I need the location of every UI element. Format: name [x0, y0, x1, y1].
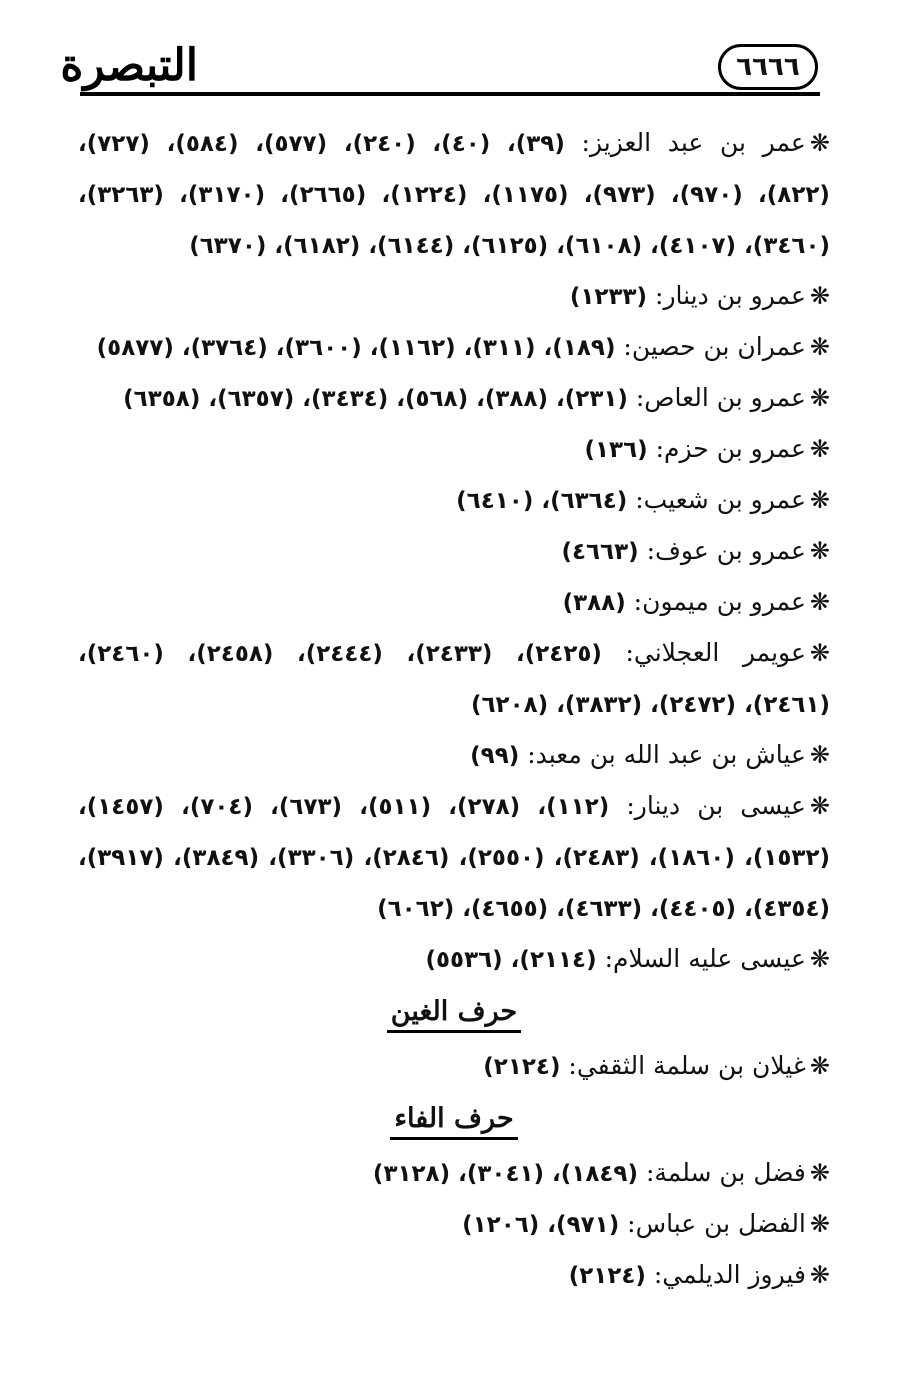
entry-name: عويمر العجلاني:: [625, 638, 806, 667]
star-icon: ❋: [809, 486, 830, 514]
entry-references: (١٣٦): [584, 437, 648, 463]
entry-references: (٢٣١)، (٣٨٨)، (٥٦٨)، (٣٤٣٤)، (٦٣٥٧)، (٦٣٥٨): [123, 386, 628, 412]
entry-references: (١١٢)، (٢٧٨)، (٥١١)، (٦٧٣)، (٧٠٤)، (١٤٥٧)، (١٥٣٢)، (١٨٦٠)، (٢٤٨٣)، (٢٥٥٠)، (٢٨٤٦)، (٣٣٠٦)، (٣٨٤٩)، (٣٩١٧)، (٤٣٥٤)، (٤٤٠٥)، (٤٦٣٣)، (٤٦٥٥)، (٦٠٦٢): [78, 794, 831, 922]
entry-references: (٣٩)، (٤٠)، (٢٤٠)، (٥٧٧)، (٥٨٤)، (٧٢٧)، (٨٢٢)، (٩٧٠)، (٩٧٣)، (١١٧٥)، (١٢٢٤)، (٢٦٦٥)، (٣١٧٠)، (٣٢٦٣)، (٣٤٦٠)، (٤١٠٧)، (٦١٠٨)، (٦١٢٥)، (٦١٤٤)، (٦١٨٢)، (٦٣٧٠): [78, 131, 830, 259]
star-icon: ❋: [809, 639, 830, 667]
entry-name: عيسى عليه السلام:: [604, 944, 806, 973]
index-entry: [78, 1250, 830, 1301]
book-title-logo: التبصرة: [60, 40, 198, 91]
section-heading-text: حرف الغين: [387, 994, 521, 1033]
star-icon: ❋: [809, 1159, 830, 1187]
index-entry: [78, 730, 830, 781]
entry-name: فضل بن سلمة:: [645, 1158, 806, 1187]
entry-references: (٢٤٢٥)، (٢٤٣٣)، (٢٤٤٤)، (٢٤٥٨)، (٢٤٦٠)، (٢٤٦١)، (٢٤٧٢)، (٣٨٣٢)، (٦٢٠٨): [78, 641, 830, 718]
star-icon: ❋: [809, 588, 830, 616]
index-entry: [78, 577, 830, 628]
star-icon: ❋: [809, 384, 830, 412]
entry-name: غيلان بن سلمة الثقفي:: [568, 1051, 806, 1080]
index-entry: [78, 934, 830, 985]
entry-name: الفضل بن عباس:: [627, 1209, 806, 1238]
entry-references: (٩٧١)، (١٢٠٦): [462, 1212, 620, 1238]
index-entry: [78, 1199, 830, 1250]
entry-name: عمرو بن دينار:: [655, 281, 806, 310]
page-number: ٦٦٦٦: [718, 44, 818, 90]
index-entry: [78, 526, 830, 577]
entry-references: (١٢٣٣): [569, 284, 648, 310]
index-entry: [78, 1041, 830, 1092]
entry-name: عياش بن عبد الله بن معبد:: [527, 740, 806, 769]
entry-name: عمرو بن حزم:: [655, 434, 806, 463]
entry-references: (٩٩): [470, 743, 520, 769]
entry-name: عمرو بن عوف:: [646, 536, 806, 565]
star-icon: ❋: [809, 282, 830, 310]
index-entry: [78, 322, 830, 373]
star-icon: ❋: [809, 1261, 830, 1289]
entry-references: (٢١١٤)، (٥٥٣٦): [425, 947, 597, 973]
entry-references: (٣٨٨): [562, 590, 626, 616]
entry-name: عيسى بن دينار:: [626, 791, 806, 820]
section-heading-fa: [78, 1094, 830, 1144]
index-entry: [78, 118, 830, 271]
entry-name: عمرو بن شعيب:: [635, 485, 806, 514]
index-entry: [78, 628, 830, 730]
index-content: [78, 118, 830, 1301]
star-icon: ❋: [809, 792, 830, 820]
section-heading-ghain: [78, 987, 830, 1037]
star-icon: ❋: [809, 1052, 830, 1080]
star-icon: ❋: [809, 333, 830, 361]
index-entry: [78, 781, 830, 934]
entry-name: عمرو بن العاص:: [635, 383, 806, 412]
header-rule: [80, 92, 820, 96]
index-entry: [78, 1148, 830, 1199]
star-icon: ❋: [809, 1210, 830, 1238]
index-entry: [78, 475, 830, 526]
page-header: [0, 0, 920, 110]
entry-name: عمر بن عبد العزيز:: [581, 128, 806, 157]
index-entry: [78, 424, 830, 475]
star-icon: ❋: [809, 741, 830, 769]
index-entry: [78, 271, 830, 322]
entry-name: فيروز الديلمي:: [653, 1260, 806, 1289]
entry-references: (١٨٤٩)، (٣٠٤١)، (٣١٢٨): [372, 1161, 638, 1187]
entry-references: (٢١٢٤): [483, 1054, 561, 1080]
entry-references: (٤٦٦٣): [561, 539, 639, 565]
star-icon: ❋: [809, 435, 830, 463]
star-icon: ❋: [809, 945, 830, 973]
entry-name: عمران بن حصين:: [623, 332, 806, 361]
entry-name: عمرو بن ميمون:: [633, 587, 806, 616]
entry-references: (٢١٢٤): [568, 1263, 646, 1289]
section-heading-text: حرف الفاء: [390, 1101, 517, 1140]
star-icon: ❋: [809, 537, 830, 565]
entry-references: (٦٣٦٤)، (٦٤١٠): [456, 488, 628, 514]
star-icon: ❋: [809, 129, 830, 157]
entry-references: (١٨٩)، (٣١١)، (١١٦٢)، (٣٦٠٠)، (٣٧٦٤)، (٥٨٧٧): [96, 335, 616, 361]
index-entry: [78, 373, 830, 424]
